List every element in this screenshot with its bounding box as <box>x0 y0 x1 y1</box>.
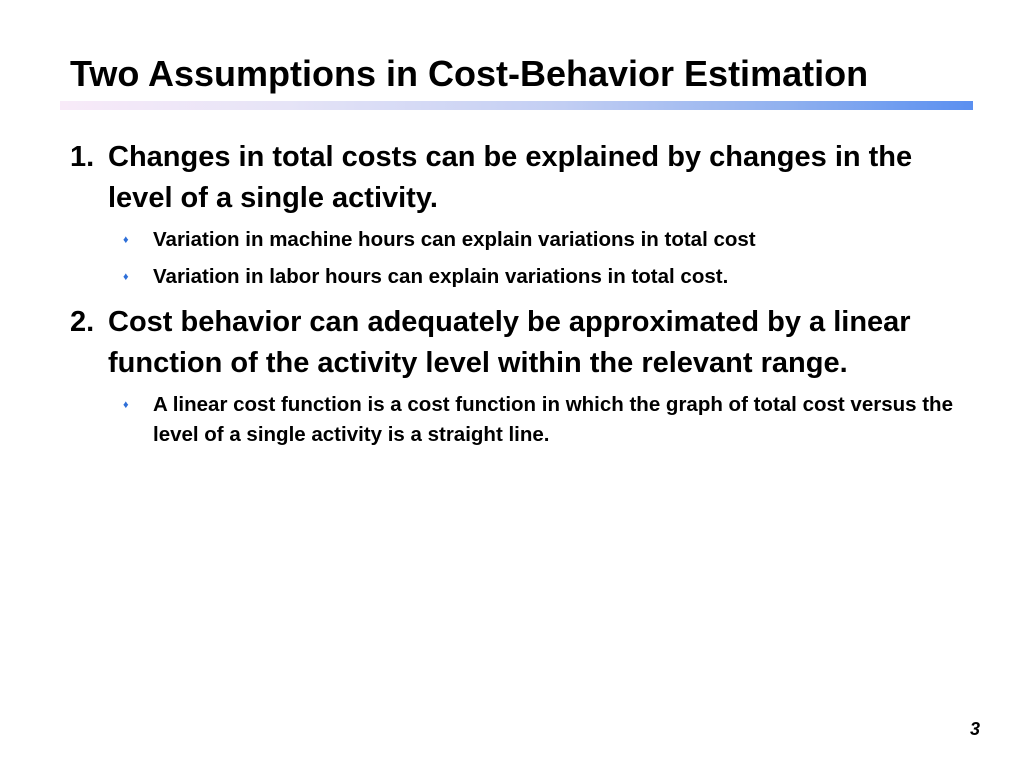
point-number: 2. <box>70 306 95 338</box>
sub-point <box>108 390 980 450</box>
point-text: Changes in total costs can be explained by changes in the level of a single activity. <box>108 141 913 214</box>
sub-point <box>108 225 980 255</box>
sub-point-list <box>108 225 980 292</box>
sub-point-text: A linear cost function is a cost function in which the graph of total cost versus the level of a single activity is a straight line. <box>153 393 953 446</box>
sub-point-text: Variation in machine hours can explain variations in total cost <box>153 228 756 251</box>
sub-point-text: Variation in labor hours can explain variations in total cost. <box>153 265 729 288</box>
point-2 <box>70 302 980 450</box>
slide-title: Two Assumptions in Cost-Behavior Estimation <box>70 53 869 94</box>
slide-content <box>70 137 980 460</box>
slide-number: 3 <box>969 719 980 739</box>
diamond-bullet-icon: ♦ <box>123 271 129 283</box>
point-number: 1. <box>70 141 95 173</box>
diamond-bullet-icon: ♦ <box>123 399 129 411</box>
title-underline <box>60 101 973 110</box>
diamond-bullet-icon: ♦ <box>123 234 129 246</box>
sub-point-list <box>108 390 980 450</box>
point-text: Cost behavior can adequately be approximated by a linear function of the activity level within the relevant range. <box>108 306 911 379</box>
point-1 <box>70 137 980 292</box>
sub-point <box>108 262 980 292</box>
